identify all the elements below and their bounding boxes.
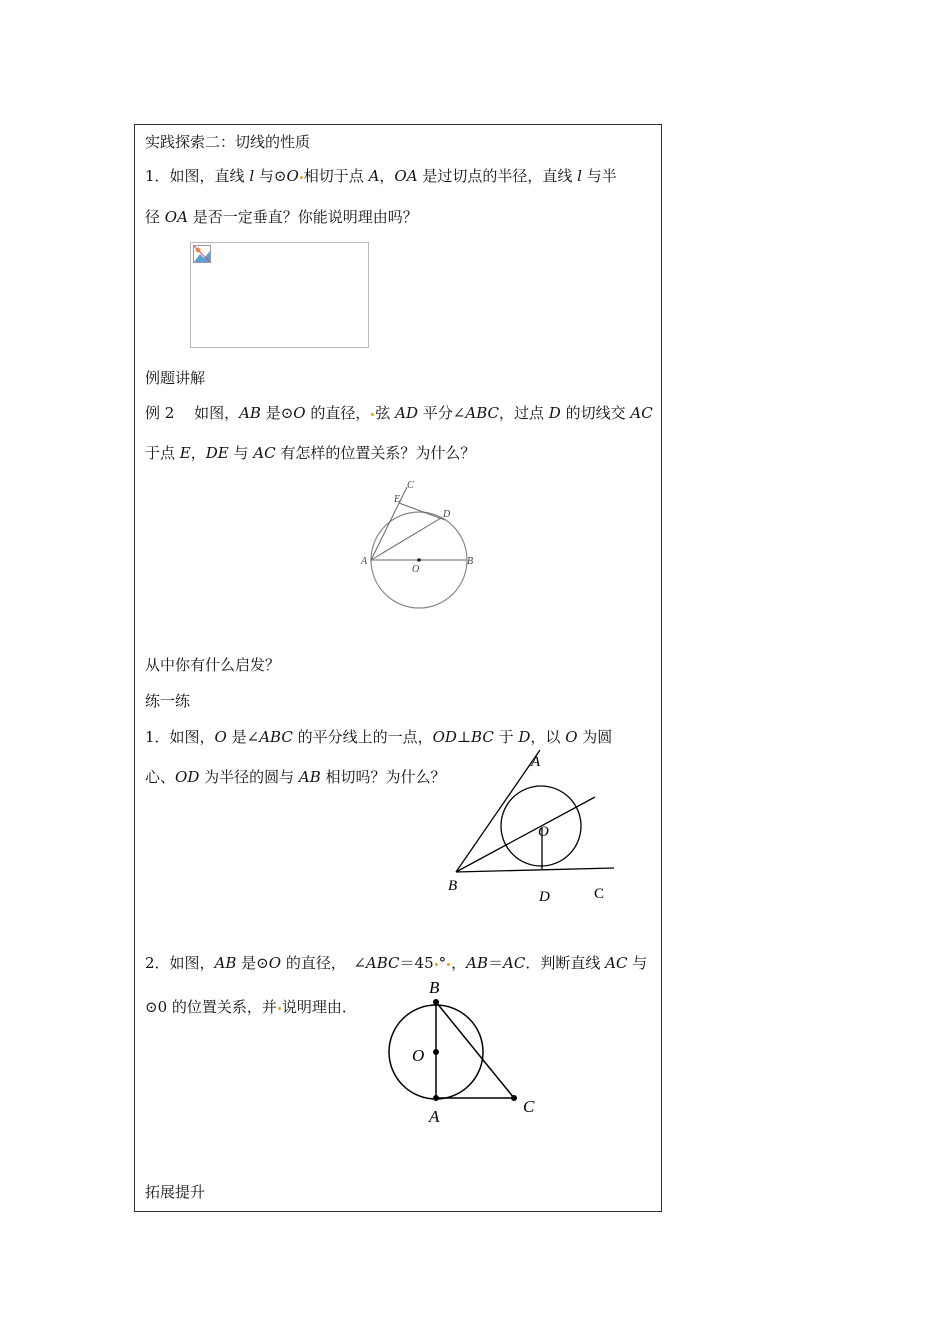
label-a: A — [429, 1107, 440, 1126]
ray-ba — [456, 750, 540, 872]
practice-2-figure — [385, 975, 555, 1130]
tangent-de — [399, 503, 445, 520]
practice-2-line-2: ⊙0 的位置关系，并 说明理由． — [145, 998, 357, 1016]
question-1-line-2: 径 OA 是否一定垂直？你能说明理由吗？ — [145, 208, 418, 226]
practice-heading: 练一练 — [145, 692, 191, 710]
label-o: O — [412, 564, 420, 575]
label-o: O — [412, 1046, 425, 1065]
practice-1-line-2: 心、OD 为半径的圆与 AB 相切吗？为什么？ — [145, 768, 446, 786]
question-1-line-1: 1．如图，直线 l 与⊙O 相切于点 A，OA 是过切点的半径，直线 l 与半 — [145, 167, 617, 185]
ray-bc — [456, 868, 614, 872]
example-heading: 例题讲解 — [145, 369, 206, 387]
bisector — [456, 797, 595, 872]
image-placeholder — [190, 242, 369, 348]
label-c: C — [594, 886, 605, 902]
label-c: C — [407, 480, 414, 491]
label-d: D — [539, 889, 550, 905]
label-b: B — [467, 556, 474, 567]
practice-1-line-1: 1．如图，O 是∠ABC 的平分线上的一点，OD⊥BC 于 D，以 O 为圆 — [145, 728, 613, 746]
example-2-line-2: 于点 E，DE 与 AC 有怎样的位置关系？为什么？ — [145, 444, 476, 462]
broken-image-icon — [193, 245, 211, 263]
example-2-figure — [355, 476, 485, 611]
practice-2-line-1: 2．如图，AB 是⊙O 的直径， ∠ABC＝45 ° ，AB＝AC．判断直线 AC 与 — [145, 954, 648, 972]
label-o: O — [538, 824, 549, 840]
point-o — [433, 1049, 439, 1055]
practice-1-figure — [440, 748, 620, 908]
extension-heading: 拓展提升 — [145, 1183, 206, 1201]
point-b — [433, 999, 439, 1005]
point-c — [511, 1095, 517, 1101]
label-d: D — [443, 509, 451, 520]
label-b: B — [448, 878, 458, 894]
segment-bc — [436, 1002, 514, 1098]
label-a: A — [361, 556, 368, 567]
point-a — [433, 1095, 439, 1101]
label-e: E — [394, 494, 401, 505]
center-point — [417, 558, 421, 562]
label-c: C — [523, 1097, 535, 1116]
inspiration-question: 从中你有什么启发？ — [145, 656, 281, 674]
example-2-line-1: 例 2 如图，AB 是⊙O 的直径， 弦 AD 平分∠ABC，过点 D 的切线交 AC — [145, 404, 653, 422]
label-b: B — [429, 978, 440, 997]
section-title: 实践探索二：切线的性质 — [145, 133, 311, 151]
label-a: A — [531, 754, 541, 770]
